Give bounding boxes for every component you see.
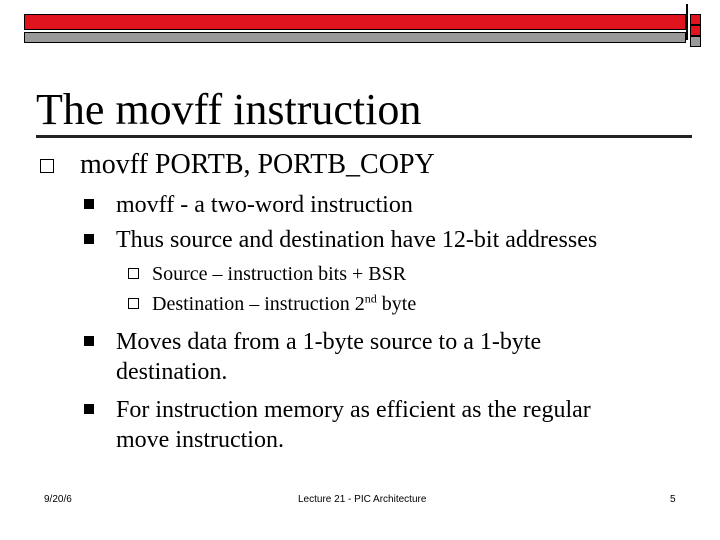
filled-square-bullet-icon bbox=[84, 234, 94, 244]
footer-date: 9/20/6 bbox=[44, 494, 72, 505]
decorative-header-bar bbox=[20, 10, 700, 42]
sub-bullet-text-3-line2: destination. bbox=[116, 359, 228, 385]
filled-square-bullet-icon bbox=[84, 336, 94, 346]
filled-square-bullet-icon bbox=[84, 199, 94, 209]
slide-title: The movff instruction bbox=[36, 85, 422, 134]
header-grey-stripe bbox=[24, 32, 686, 43]
header-vertical-line bbox=[686, 4, 688, 40]
hollow-square-bullet-icon bbox=[128, 268, 139, 279]
sub-sub-bullet-text-2: Destination – instruction 2nd byte bbox=[152, 291, 417, 315]
header-red-square bbox=[690, 14, 701, 25]
sub-bullet-text-3-line1: Moves data from a 1-byte source to a 1-byte bbox=[116, 329, 542, 355]
header-red-stripe bbox=[24, 14, 686, 30]
sub-sub-bullet-text-1: Source – instruction bits + BSR bbox=[152, 263, 407, 285]
footer-page-number: 5 bbox=[670, 494, 676, 505]
hollow-square-bullet-icon bbox=[128, 298, 139, 309]
sub-bullet-text-4 bbox=[116, 395, 591, 455]
main-bullet-text: movff PORTB, PORTB_COPY bbox=[80, 149, 435, 180]
sub-bullet-text-3 bbox=[116, 327, 541, 387]
header-red-square-2 bbox=[690, 25, 701, 36]
sub-bullet-text-4-line1: For instruction memory as efficient as the regular bbox=[116, 397, 591, 423]
sub-bullet-text-1: movff - a two-word instruction bbox=[116, 192, 413, 218]
sub-bullet-text-2: Thus source and destination have 12-bit addresses bbox=[116, 227, 598, 253]
title-underline bbox=[36, 135, 692, 138]
footer-title: Lecture 21 - PIC Architecture bbox=[298, 494, 427, 505]
header-grey-square bbox=[690, 36, 701, 47]
sub-bullet-text-4-line2: move instruction. bbox=[116, 427, 284, 453]
hollow-square-bullet-icon bbox=[40, 159, 54, 173]
filled-square-bullet-icon bbox=[84, 404, 94, 414]
